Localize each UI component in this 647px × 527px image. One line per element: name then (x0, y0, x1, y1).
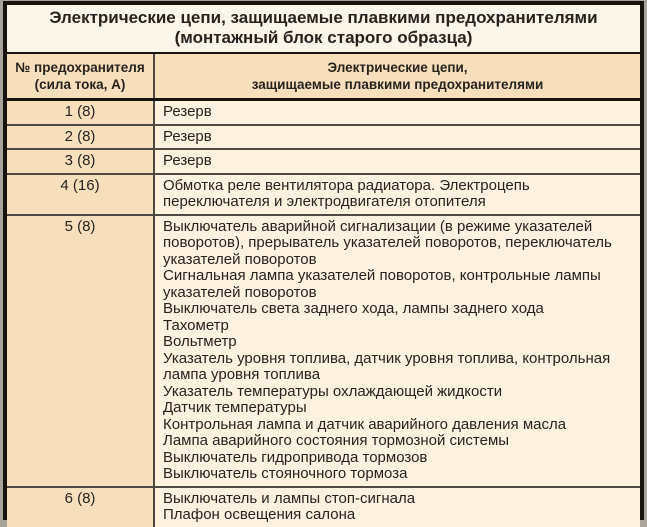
circuit-item: Сигнальная лампа указателей поворотов, контрольные лампы указателей поворотов (163, 267, 601, 301)
circuit-item: Выключатель света заднего хода, лампы заднего хода (163, 300, 544, 317)
fuse-number-cell: 2 (8) (7, 126, 153, 149)
table-title (7, 5, 640, 54)
fuse-number-cell: 4 (16) (7, 175, 153, 214)
circuits-cell (153, 216, 640, 486)
circuits-cell (153, 150, 640, 173)
circuit-item: Выключатель стояночного тормоза (163, 465, 408, 482)
circuit-item: Выключатель аварийной сигнализации (в режиме указателей поворотов), прерыватель указателей поворотов, переключатель указателей поворотов (163, 217, 612, 268)
fuse-table-body (7, 101, 640, 527)
circuits-cell (153, 126, 640, 149)
circuit-item: Лампа аварийного состояния тормозной системы (163, 432, 510, 449)
header-circuits-line2: защищаемые плавкими предохранителями (251, 77, 544, 92)
circuit-item: Датчик температуры (163, 399, 307, 416)
circuit-item: Выключатель гидропривода тормозов (163, 448, 428, 466)
fuse-number-cell: 5 (8) (7, 216, 153, 486)
circuit-item: Резерв (163, 127, 212, 145)
table-header-row (7, 54, 640, 101)
circuit-item: Обмотка реле вентилятора радиатора. Электроцепь переключателя и электродвигателя отопителя (163, 176, 530, 210)
fuse-table-frame (3, 1, 644, 523)
table-row (7, 488, 640, 527)
circuit-item: Плафон освещения салона (163, 506, 356, 523)
circuits-cell (153, 101, 640, 124)
circuit-item: Указатель температуры охлаждающей жидкости (163, 382, 503, 400)
circuit-item: Резерв (163, 103, 212, 120)
header-circuits-column (153, 54, 640, 98)
circuits-cell (153, 488, 640, 527)
circuit-item: Указатель уровня топлива, датчик уровня топлива, контрольная лампа уровня топлива (163, 349, 611, 383)
circuit-item: Контрольная лампа и датчик аварийного давления масла (163, 415, 567, 433)
table-row (7, 126, 640, 151)
table-title-line2: (монтажный блок старого образца) (174, 28, 473, 47)
header-fuse-line2: (сила тока, А) (34, 77, 126, 92)
fuse-number-cell: 1 (8) (7, 101, 153, 124)
table-row (7, 175, 640, 216)
fuse-number-cell: 3 (8) (7, 150, 153, 173)
circuit-item: Тахометр (163, 316, 229, 334)
table-row (7, 150, 640, 175)
header-circuits-line1: Электрические цепи, (327, 60, 468, 75)
circuit-item: Выключатель и лампы стоп-сигнала (163, 489, 416, 507)
table-row (7, 101, 640, 126)
circuit-item: Резерв (163, 152, 212, 169)
header-fuse-line1: № предохранителя (15, 60, 145, 75)
fuse-number-cell: 6 (8) (7, 488, 153, 527)
header-fuse-column (7, 54, 153, 98)
circuits-cell (153, 175, 640, 214)
table-row (7, 216, 640, 488)
table-title-line1: Электрические цепи, защищаемые плавкими предохранителями (49, 8, 598, 27)
circuit-item: Вольтметр (163, 333, 237, 350)
